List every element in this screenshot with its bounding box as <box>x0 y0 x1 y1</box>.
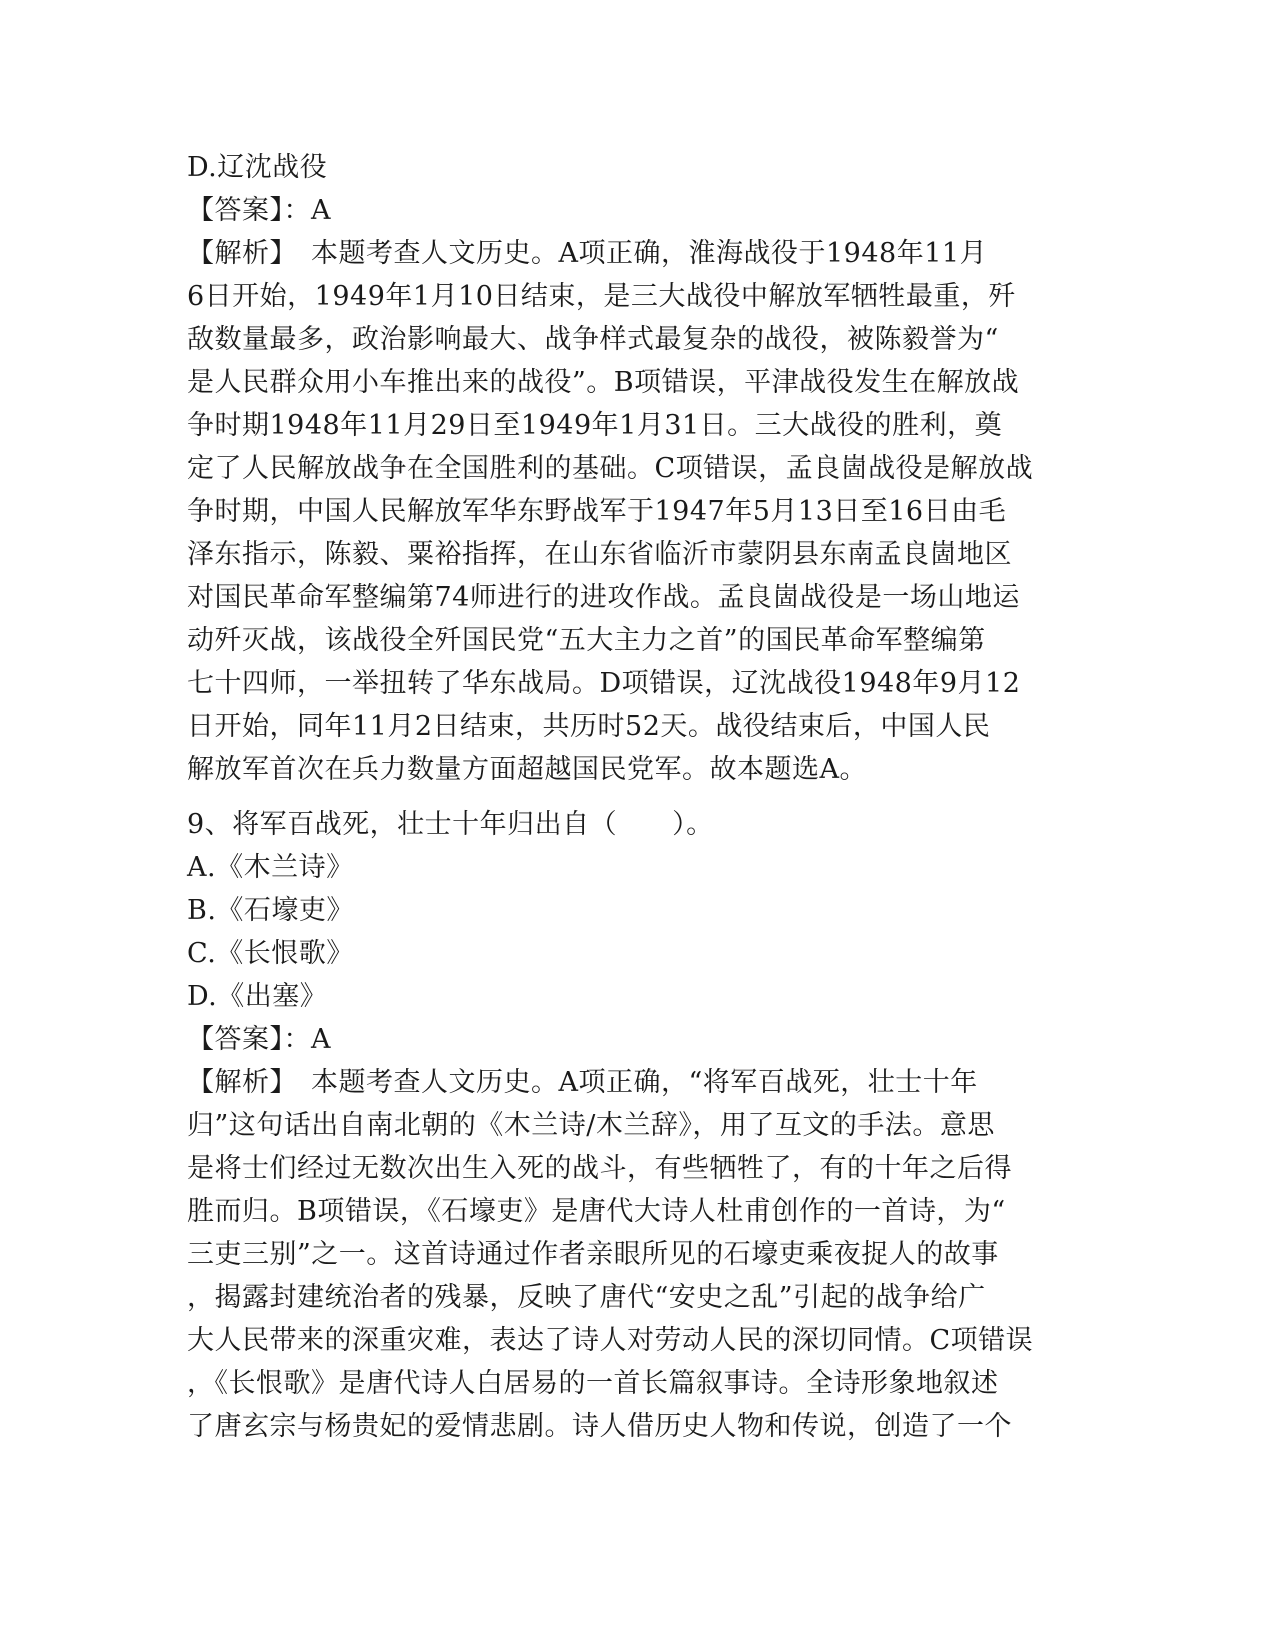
q8-analysis-line: 6日开始，1949年1月10日结束，是三大战役中解放军牺牲最重，歼 <box>187 281 1016 312</box>
page-content <box>187 146 1087 1448</box>
q9-analysis-line: ，揭露封建统治者的残暴，反映了唐代“安史之乱”引起的战争给广 <box>187 1282 986 1313</box>
q9-analysis-line: 三吏三别”之一。这首诗通过作者亲眼所见的石壕吏乘夜捉人的故事 <box>187 1239 999 1270</box>
q9-option-a: A.《木兰诗》 <box>187 852 354 883</box>
q8-analysis-line: 定了人民解放战争在全国胜利的基础。C项错误，孟良崮战役是解放战 <box>187 453 1034 484</box>
q8-analysis-line: 七十四师，一举扭转了华东战局。D项错误，辽沈战役1948年9月12 <box>187 668 1021 699</box>
q9-analysis-line: 胜而归。B项错误，《石壕吏》是唐代大诗人杜甫创作的一首诗，为“ <box>187 1196 1006 1227</box>
q8-analysis-line: 泽东指示，陈毅、粟裕指挥，在山东省临沂市蒙阴县东南孟良崮地区 <box>187 539 1012 570</box>
q9-option-b: B.《石壕吏》 <box>187 895 354 926</box>
q8-analysis-line: 对国民革命军整编第74师进行的进攻作战。孟良崮战役是一场山地运 <box>187 582 1020 613</box>
q8-analysis-line: 争时期1948年11月29日至1949年1月31日。三大战役的胜利，奠 <box>187 410 1003 441</box>
q9-analysis-line: 归”这句话出自南北朝的《木兰诗/木兰辞》，用了互文的手法。意思 <box>187 1110 995 1141</box>
q8-analysis-line: 日开始，同年11月2日结束，共历时52天。战役结束后，中国人民 <box>187 711 991 742</box>
q8-option-d: D.辽沈战役 <box>187 152 328 183</box>
q8-analysis-line: 是人民群众用小车推出来的战役”。B项错误，平津战役发生在解放战 <box>187 367 1020 398</box>
q9-option-c: C.《长恨歌》 <box>187 938 354 969</box>
q9-question: 9、将军百战死，壮士十年归出自（ ）。 <box>187 809 714 840</box>
q9-analysis <box>187 1061 1087 1448</box>
q9-option-d: D.《出塞》 <box>187 981 328 1012</box>
q8-analysis-line: 【解析】 本题考查人文历史。A项正确，淮海战役于1948年11月 <box>187 238 988 269</box>
question-gap <box>187 791 1087 803</box>
q9-analysis-line: 了唐玄宗与杨贵妃的爱情悲剧。诗人借历史人物和传说，创造了一个 <box>187 1411 1012 1442</box>
q9-analysis-line: 大人民带来的深重灾难，表达了诗人对劳动人民的深切同情。C项错误 <box>187 1325 1034 1356</box>
q9-analysis-line: ，《长恨歌》是唐代诗人白居易的一首长篇叙事诗。全诗形象地叙述 <box>187 1368 999 1399</box>
q9-analysis-line: 【解析】 本题考查人文历史。A项正确，“将军百战死，壮士十年 <box>187 1067 978 1098</box>
q8-analysis-line: 动歼灭战，该战役全歼国民党“五大主力之首”的国民革命军整编第 <box>187 625 986 656</box>
q9-analysis-line: 是将士们经过无数次出生入死的战斗，有些牺牲了，有的十年之后得 <box>187 1153 1012 1184</box>
q9-answer: 【答案】：A <box>187 1024 331 1055</box>
q8-answer: 【答案】：A <box>187 195 331 226</box>
q8-analysis-line: 敌数量最多，政治影响最大、战争样式最复杂的战役，被陈毅誉为“ <box>187 324 999 355</box>
q8-analysis-line: 争时期，中国人民解放军华东野战军于1947年5月13日至16日由毛 <box>187 496 1007 527</box>
q8-analysis-line: 解放军首次在兵力数量方面超越国民党军。故本题选A。 <box>187 754 867 785</box>
q8-analysis <box>187 232 1087 791</box>
